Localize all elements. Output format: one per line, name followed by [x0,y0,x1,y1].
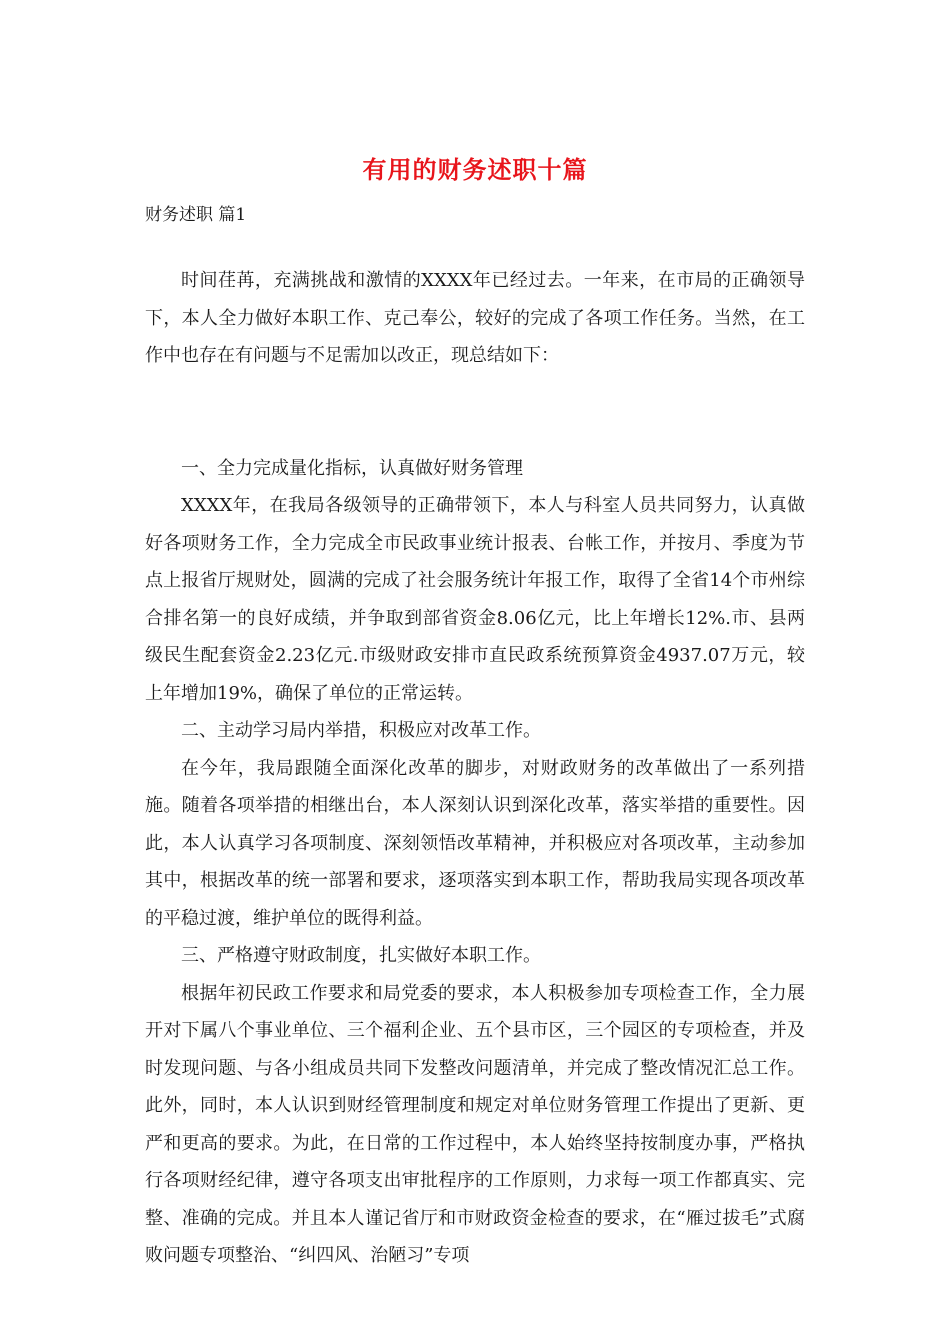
document-title: 有用的财务述职十篇 [362,155,588,184]
section-1-heading: 一、全力完成量化指标，认真做好财务管理 [181,457,523,479]
section-3-heading: 三、严格遵守财政制度，扎实做好本职工作。 [181,945,541,966]
document-subtitle: 财务述职 篇1 [145,205,247,225]
document-body [145,262,805,1275]
paragraph-spacer [145,375,805,450]
section-1-body: XXXX年，在我局各级领导的正确带领下，本人与科室人员共同努力，认真做好各项财务工作，全力完成全市民政事业统计报表、台帐工作，并按月、季度为节点上报省厅规财处，圆满的完成了社会服务统计年报工作，取得了全省14个市州综合排名第一的良好成绩，并争取到部省资金8.06亿元，比上年增长12%.市、县两级民生配套资金2.23亿元.市级财政安排市直民政系统预算资金4937.07万元，较上年增加19%，确保了单位的正常运转。 [145,495,805,704]
section-2-body: 在今年，我局跟随全面深化改革的脚步，对财政财务的改革做出了一系列措施。随着各项举措的相继出台，本人深刻认识到深化改革，落实举措的重要性。因此，本人认真学习各项制度、深刻领悟改革精神，并积极应对各项改革，主动参加其中，根据改革的统一部署和要求，逐项落实到本职工作，帮助我局实现各项改革的平稳过渡，维护单位的既得利益。 [145,757,805,929]
section-3-body: 根据年初民政工作要求和局党委的要求，本人积极参加专项检查工作，全力展开对下属八个事业单位、三个福利企业、五个县市区，三个园区的专项检查，并及时发现问题、与各小组成员共同下发整改问题清单，并完成了整改情况汇总工作。此外，同时，本人认识到财经管理制度和规定对单位财务管理工作提出了更新、更严和更高的要求。为此，在日常的工作过程中，本人始终坚持按制度办事，严格执行各项财经纪律，遵守各项支出审批程序的工作原则，力求每一项工作都真实、完整、准确的完成。并且本人谨记省厅和市财政资金检查的要求，在“雁过拔毛”式腐败问题专项整治、“纠四风、治陋习”专项 [145,982,805,1266]
section-2-heading: 二、主动学习局内举措，积极应对改革工作。 [181,720,541,741]
intro-paragraph: 时间荏苒，充满挑战和激情的XXXX年已经过去。一年来，在市局的正确领导下，本人全力做好本职工作、克己奉公，较好的完成了各项工作任务。当然，在工作中也存在有问题与不足需加以改正，现总结如下： [145,270,805,366]
